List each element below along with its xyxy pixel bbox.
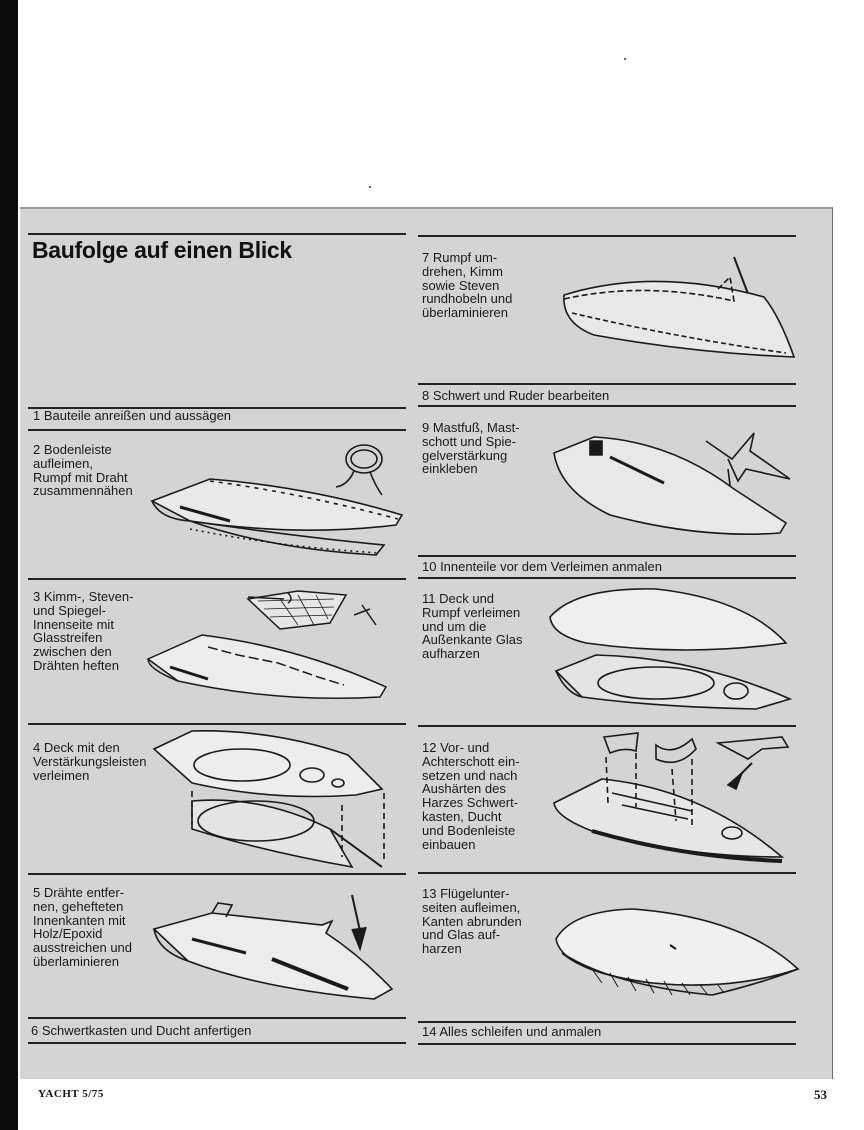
step-9-mast-step-illustration [550, 429, 796, 545]
step-8-text: 8 Schwert und Ruder bearbeiten [422, 388, 610, 403]
step-2-hull-stitching-illustration [150, 437, 406, 563]
rule [28, 1042, 406, 1044]
rule [418, 405, 796, 407]
rule [418, 1021, 796, 1023]
page-title: Baufolge auf einen Blick [32, 237, 292, 263]
step-6-text: 6 Schwertkasten und Ducht anfertigen [31, 1023, 252, 1038]
step-4-text: 4 Deck mit den Verstärkungsleisten verleimen [33, 740, 147, 783]
rule [418, 555, 796, 557]
rule [418, 383, 796, 385]
rule [418, 577, 796, 579]
rule [28, 1017, 406, 1019]
footer-magazine-issue: YACHT 5/75 [38, 1088, 104, 1100]
step-7-text: 7 Rumpf um- drehen, Kimm sowie Steven rundhobeln und überlaminieren [422, 250, 513, 321]
rule [418, 235, 796, 237]
rule [28, 233, 406, 235]
instruction-panel [20, 207, 833, 1079]
step-11-deck-hull-glue-illustration [546, 583, 796, 715]
page-binding-edge [0, 0, 18, 1130]
step-7-hull-turned-illustration [554, 257, 794, 377]
step-3-text: 3 Kimm-, Steven- und Spiegel- Innenseite mit Glasstreifen zwischen den Drähten heften [33, 589, 134, 673]
step-5-epoxy-illustration [152, 885, 404, 1003]
rule [28, 429, 406, 431]
step-13-text: 13 Flügelunter- seiten aufleimen, Kanten abrunden und Glas auf- harzen [422, 886, 522, 957]
rule [418, 1043, 796, 1045]
step-14-text: 14 Alles schleifen und anmalen [422, 1024, 602, 1039]
step-3-glass-strip-illustration [148, 585, 402, 717]
step-13-wing-illustration [552, 903, 798, 1013]
step-2-text: 2 Bodenleiste aufleimen, Rumpf mit Draht zusammennähen [33, 442, 133, 499]
footer-page-number: 53 [814, 1087, 827, 1102]
step-9-text: 9 Mastfuß, Mast- schott und Spie- gelverstärkung einkleben [422, 420, 520, 477]
rule [418, 725, 796, 727]
step-1-text: 1 Bauteile anreißen und aussägen [33, 408, 232, 423]
rule [418, 872, 796, 874]
step-4-deck-illustration [152, 725, 406, 871]
step-12-text: 12 Vor- und Achterschott ein- setzen und nach Aushärten des Harzes Schwert- kasten, Ducht und Bodenleiste einbauen [422, 740, 520, 852]
rule [28, 873, 406, 875]
step-11-text: 11 Deck und Rumpf verleimen und um die Außenkante Glas aufharzen [422, 591, 523, 662]
step-10-text: 10 Innenteile vor dem Verleimen anmalen [422, 559, 662, 574]
speck [369, 186, 371, 188]
step-12-bulkheads-illustration [552, 729, 796, 869]
speck [624, 58, 626, 60]
rule [28, 578, 406, 580]
step-5-text: 5 Drähte entfer- nen, gehefteten Innenkanten mit Holz/Epoxid ausstreichen und überlaminieren [33, 885, 133, 969]
